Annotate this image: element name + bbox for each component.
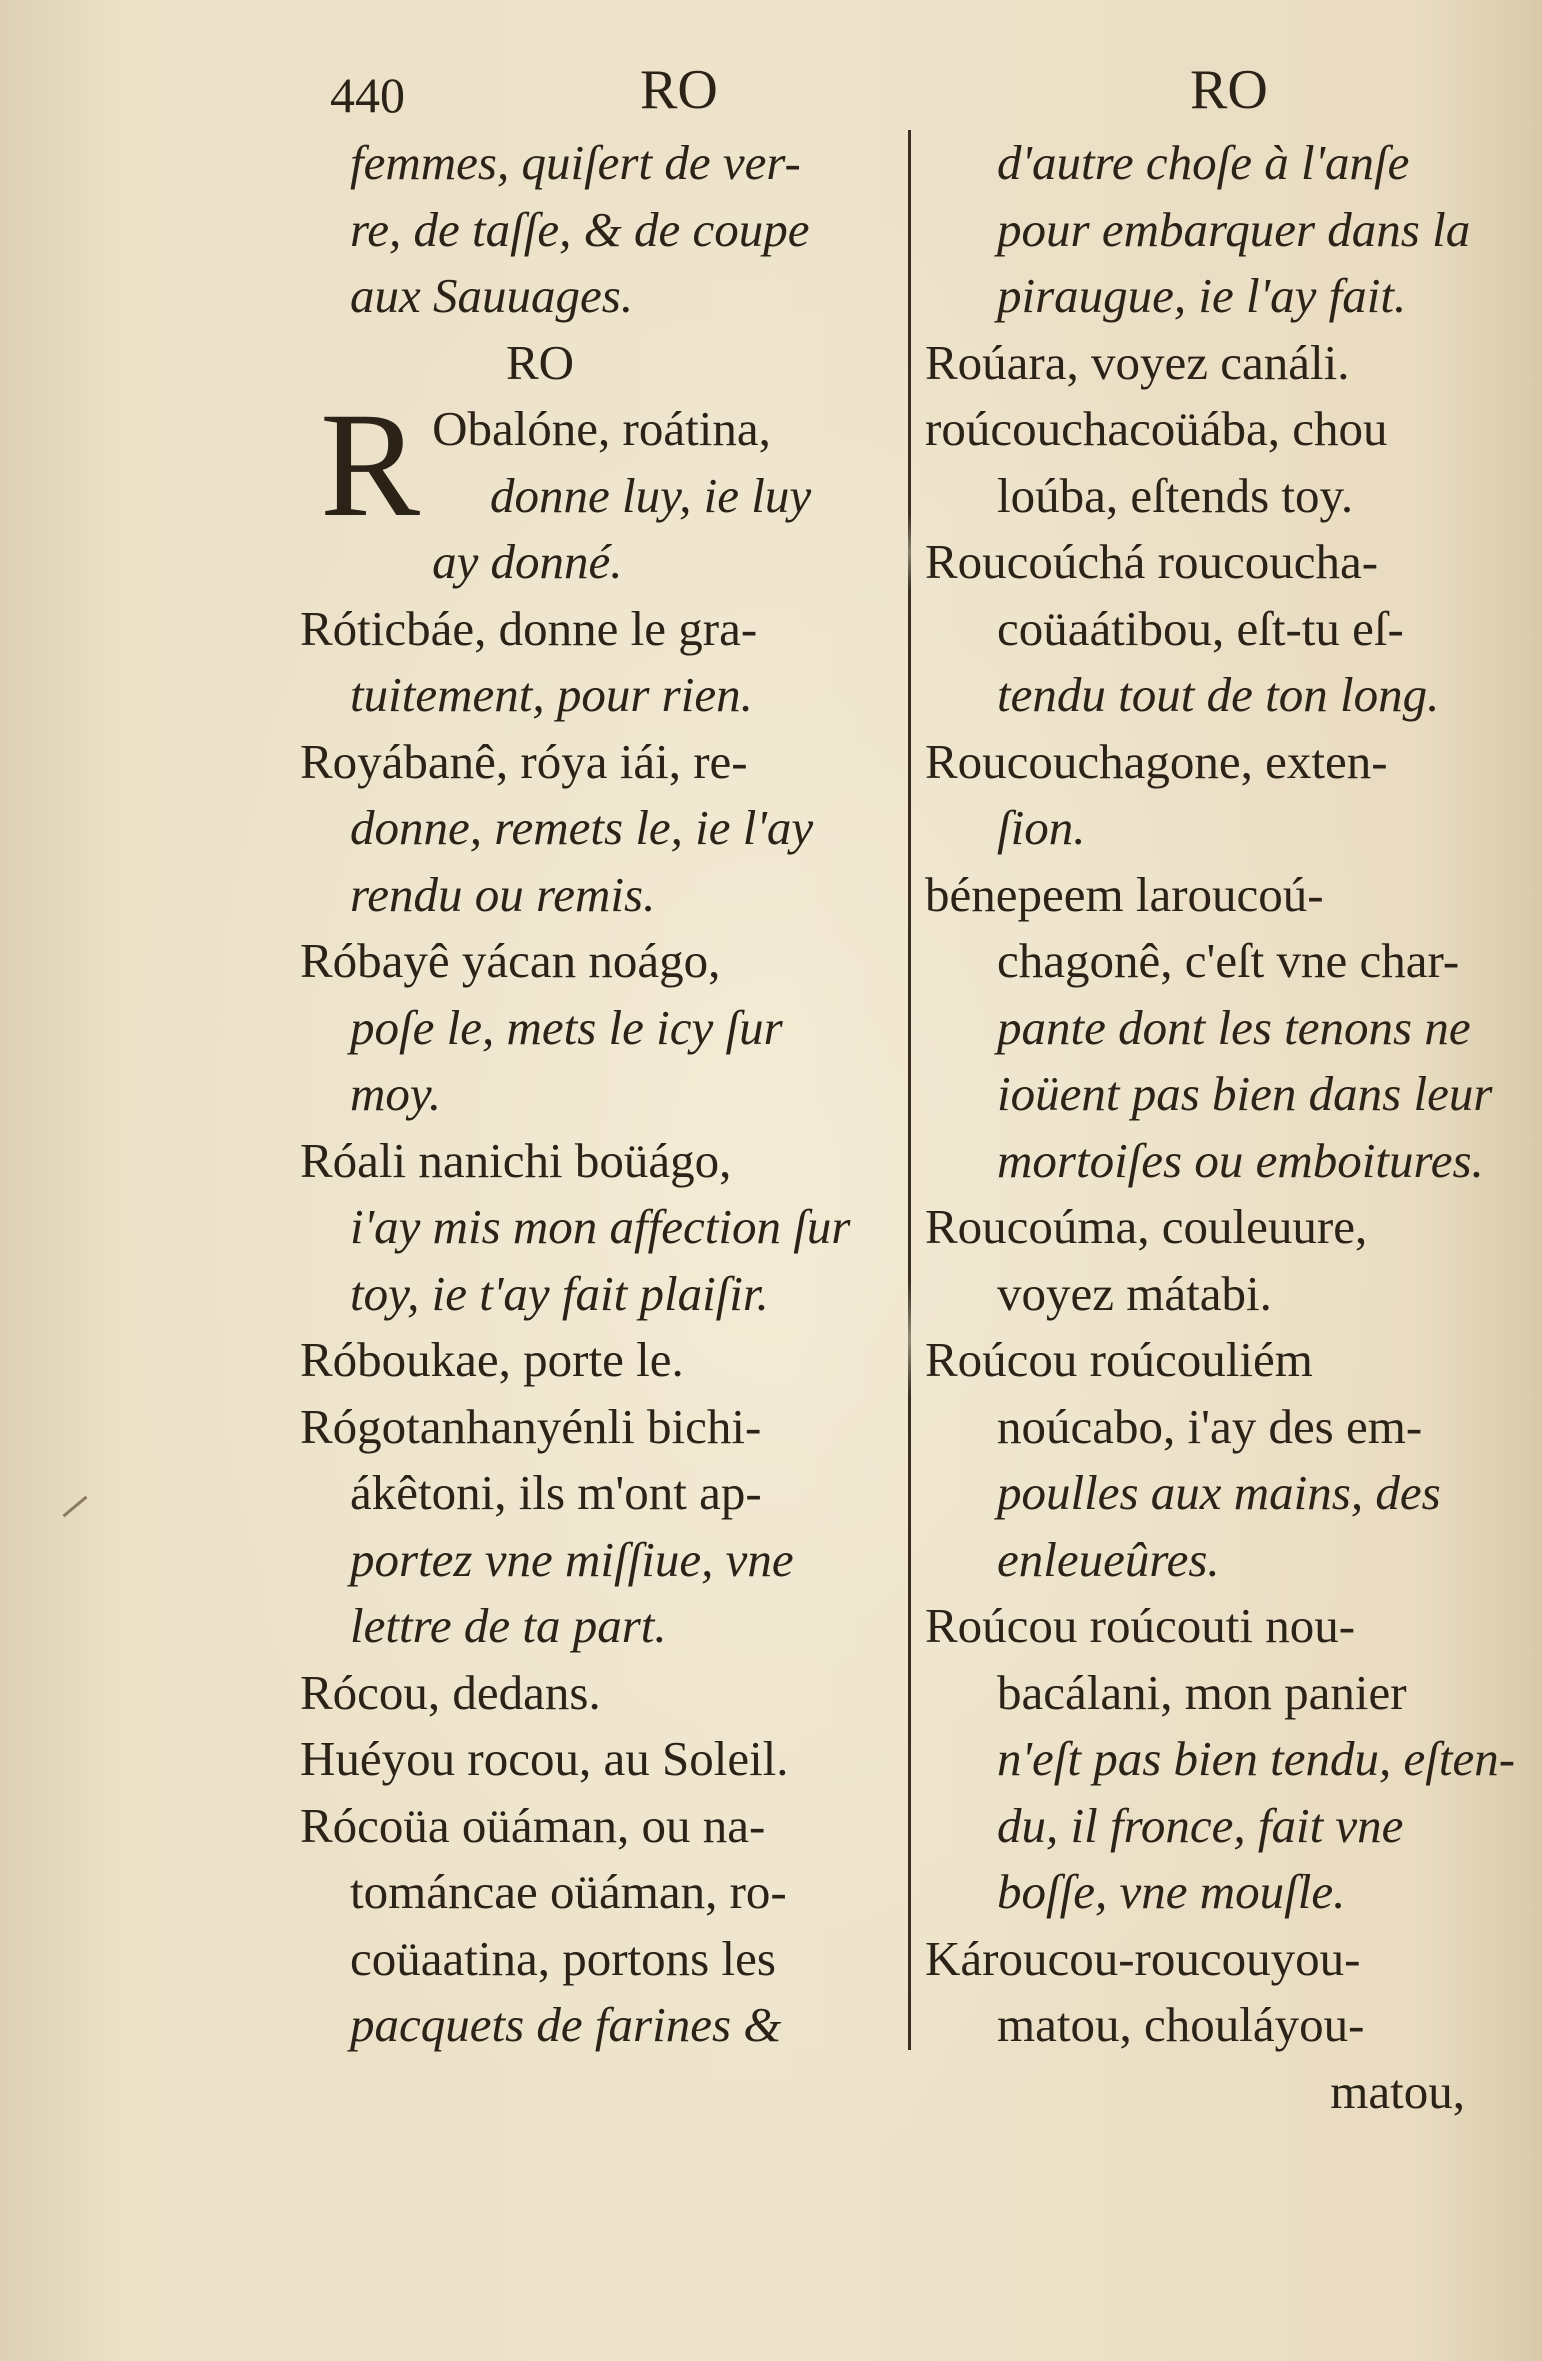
line-text: Obalóne, roátina, — [432, 401, 771, 456]
text-line — [925, 2059, 1525, 2126]
text-line — [300, 1527, 900, 1594]
text-line — [300, 1394, 900, 1461]
text-line — [300, 1194, 900, 1261]
line-text: Róali nanichi boüágo, — [300, 1132, 732, 1188]
text-line — [925, 529, 1525, 596]
text-line — [925, 862, 1525, 929]
line-text: piraugue, ie l'ay fait. — [997, 268, 1407, 323]
drop-cap: R — [320, 382, 421, 548]
line-text: aux Sauuages. — [350, 268, 634, 323]
line-text: tendu tout de ton long. — [997, 667, 1440, 722]
text-line — [925, 1261, 1525, 1328]
line-text: toy, ie t'ay fait plaiſir. — [350, 1265, 769, 1321]
line-text: pacquets de farines & — [350, 1997, 782, 2052]
text-line — [925, 1527, 1525, 1594]
margin-pen-mark — [63, 1496, 88, 1518]
text-line — [925, 729, 1525, 796]
text-line — [925, 995, 1525, 1062]
line-text: du, il fronce, fait vne — [997, 1797, 1404, 1853]
line-text: Károucou-roucouyou- — [925, 1930, 1361, 1986]
text-line — [925, 1660, 1525, 1727]
text-line — [300, 1593, 900, 1660]
right-running-head: RO — [1190, 59, 1268, 121]
text-line — [300, 795, 900, 862]
text-line — [300, 1128, 900, 1195]
text-line — [925, 130, 1525, 197]
text-line — [925, 1859, 1525, 1926]
line-text: voyez mátabi. — [997, 1265, 1272, 1321]
line-text: ſion. — [997, 800, 1086, 855]
text-line — [300, 995, 900, 1062]
text-line — [925, 1194, 1525, 1261]
text-line — [300, 729, 900, 796]
line-text: Royábanê, róya iái, re- — [300, 733, 748, 789]
text-line — [925, 1593, 1525, 1660]
text-line — [300, 662, 900, 729]
text-line — [925, 1926, 1525, 1993]
line-text: Rócou, dedans. — [300, 1664, 601, 1720]
text-line — [925, 1992, 1525, 2059]
text-line — [300, 1460, 900, 1527]
line-text: moy. — [350, 1066, 442, 1121]
line-text: loúba, eſtends toy. — [997, 467, 1354, 523]
line-text: donne, remets le, ie l'ay — [350, 800, 814, 855]
line-text: matou, — [1330, 2063, 1465, 2119]
line-text: Róticbáe, donne le gra- — [300, 600, 758, 656]
line-text: poſe le, mets le icy ſur — [350, 999, 783, 1055]
line-text: Roúara, voyez canáli. — [925, 334, 1350, 390]
text-line — [300, 1793, 900, 1860]
line-text: roúcouchacoüába, chou — [925, 401, 1388, 456]
line-text: ákêtoni, ils m'ont ap- — [350, 1465, 762, 1520]
text-line — [300, 1992, 900, 2059]
text-line — [925, 263, 1525, 330]
text-line — [300, 1926, 900, 1993]
line-text: re, de taſſe, & de coupe — [350, 201, 810, 257]
line-text: Rógotanhanyénli bichi- — [300, 1398, 762, 1454]
line-text: pante dont les tenons ne — [997, 999, 1471, 1055]
text-line — [925, 795, 1525, 862]
text-line — [925, 1793, 1525, 1860]
line-text: lettre de ta part. — [350, 1598, 667, 1653]
text-line — [925, 928, 1525, 995]
left-column — [300, 130, 900, 2059]
line-text: n'eſt pas bien tendu, eſten- — [997, 1731, 1516, 1786]
text-line — [300, 1859, 900, 1926]
text-line — [300, 1061, 900, 1128]
line-text: bacálani, mon panier — [997, 1664, 1407, 1720]
text-line — [925, 1460, 1525, 1527]
right-column — [925, 130, 1525, 2125]
line-text: bénepeem laroucoú- — [925, 866, 1324, 922]
left-running-head: RO — [640, 59, 718, 121]
line-text: Rócoüa oüáman, ou na- — [300, 1797, 766, 1853]
line-text: portez vne miſſiue, vne — [350, 1531, 794, 1587]
line-text: i'ay mis mon affection ſur — [350, 1199, 851, 1254]
line-text: donne luy, ie luy — [490, 467, 812, 523]
line-text: chagonê, c'eſt vne char- — [997, 933, 1460, 988]
line-text: Róboukae, porte le. — [300, 1332, 684, 1387]
line-text: pour embarquer dans la — [997, 201, 1471, 257]
text-line — [925, 596, 1525, 663]
line-text: Roúcou roúcouti nou- — [925, 1598, 1356, 1653]
line-text: RO — [505, 334, 575, 390]
line-text: Roucoúchá roucoucha- — [925, 534, 1379, 589]
column-divider — [908, 130, 911, 2050]
text-line — [925, 1327, 1525, 1394]
text-line — [300, 263, 900, 330]
line-text: femmes, quiſert de ver- — [350, 135, 801, 190]
line-text: noúcabo, i'ay des em- — [997, 1398, 1423, 1454]
line-text: poulles aux mains, des — [997, 1465, 1441, 1520]
text-line — [300, 928, 900, 995]
text-line — [300, 1261, 900, 1328]
line-text: coüaátibou, eſt-tu eſ- — [997, 600, 1404, 656]
line-text: rendu ou remis. — [350, 866, 656, 922]
line-text: tománcae oüáman, ro- — [350, 1864, 787, 1919]
text-line — [925, 1128, 1525, 1195]
text-line — [300, 1726, 900, 1793]
line-text: ioüent pas bien dans leur — [997, 1066, 1493, 1121]
line-text: Roúcou roúcouliém — [925, 1332, 1313, 1387]
text-line — [925, 662, 1525, 729]
text-line — [925, 1061, 1525, 1128]
page-header — [320, 58, 1500, 128]
text-line — [300, 596, 900, 663]
text-line — [300, 1660, 900, 1727]
text-line — [925, 197, 1525, 264]
text-line — [925, 1726, 1525, 1793]
line-text: tuitement, pour rien. — [350, 667, 753, 722]
text-line — [925, 463, 1525, 530]
line-text: matou, chouláyou- — [997, 1997, 1365, 2052]
line-text: ay donné. — [432, 534, 623, 589]
text-line — [925, 1394, 1525, 1461]
text-line — [925, 396, 1525, 463]
text-line — [300, 862, 900, 929]
text-line — [925, 330, 1525, 397]
line-text: d'autre choſe à l'anſe — [997, 135, 1410, 190]
line-text: coüaatina, portons les — [350, 1930, 776, 1986]
text-line — [300, 1327, 900, 1394]
line-text: Roucouchagone, exten- — [925, 733, 1388, 789]
text-line — [300, 197, 900, 264]
line-text: mortoiſes ou emboitures. — [997, 1132, 1484, 1188]
line-text: Huéyou rocou, au Soleil. — [300, 1731, 789, 1786]
text-line — [300, 130, 900, 197]
page-number: 440 — [330, 67, 405, 123]
line-text: Róbayê yácan noágo, — [300, 933, 721, 988]
line-text: Roucoúma, couleuure, — [925, 1199, 1368, 1254]
line-text: enleueûres. — [997, 1531, 1220, 1587]
line-text: boſſe, vne mouſle. — [997, 1864, 1346, 1919]
